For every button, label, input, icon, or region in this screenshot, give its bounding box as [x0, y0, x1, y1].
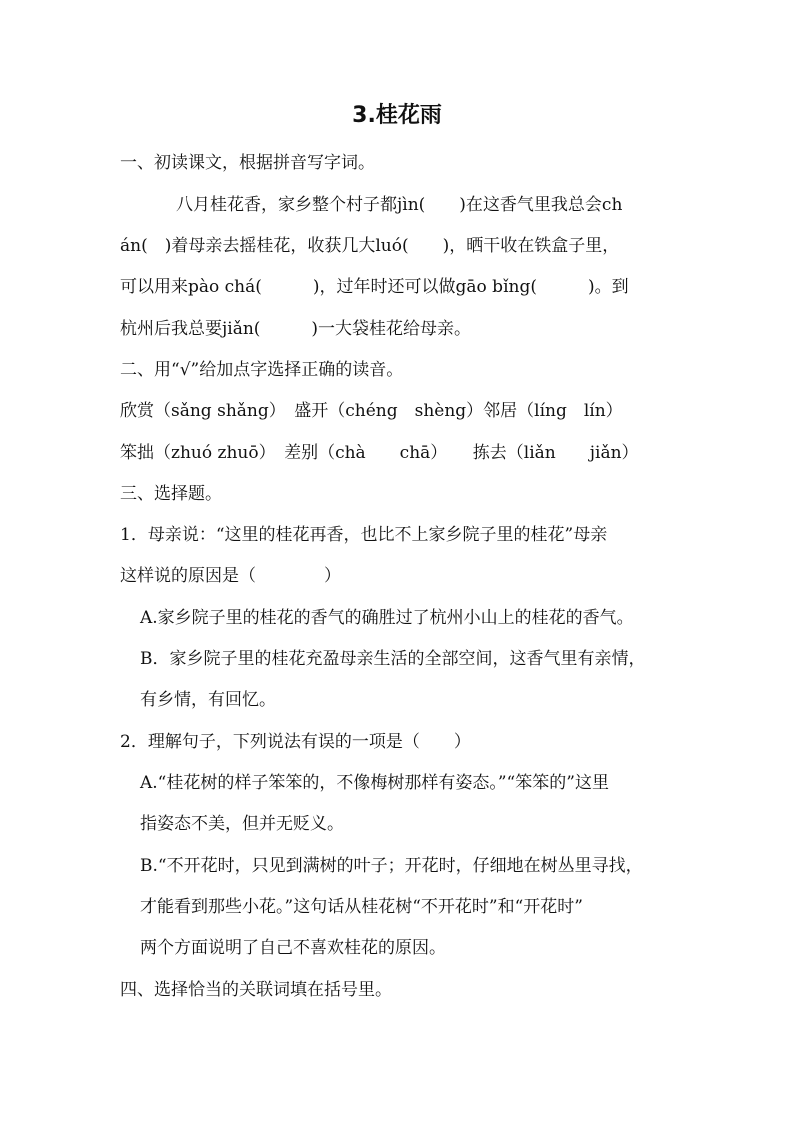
q1-option-b-cont: 有乡情，有回忆。 — [140, 690, 276, 710]
q2-option-b: B.“不开花时，只见到满树的叶子；开花时，仔细地在树丛里寻找， — [140, 856, 643, 876]
q1-option-a: A.家乡院子里的桂花的香气的确胜过了杭州小山上的桂花的香气。 — [140, 608, 634, 628]
q2-stem: 2．理解句子，下列说法有误的一项是（ ） — [120, 732, 471, 752]
q2-option-a-cont: 指姿态不美，但并无贬义。 — [140, 814, 344, 834]
q2-option-b-cont-2: 两个方面说明了自己不喜欢桂花的原因。 — [140, 938, 446, 958]
q2-option-a: A.“桂花树的样子笨笨的，不像梅树那样有姿态。”“笨笨的”这里 — [140, 773, 609, 793]
section2-line-1: 欣赏（sǎng shǎng） 盛开（chéng shèng）邻居（líng lín） — [120, 401, 623, 421]
section1-line-2: án( )着母亲去摇桂花，收获几大luó( )，晒干收在铁盒子里， — [120, 236, 620, 256]
q1-stem-line-1: 1．母亲说：“这里的桂花再香，也比不上家乡院子里的桂花”母亲 — [120, 525, 608, 545]
lesson-title: 3.桂花雨 — [352, 103, 442, 128]
section3-heading: 三、选择题。 — [120, 484, 222, 504]
section1-heading: 一、初读课文，根据拼音写字词。 — [120, 153, 375, 173]
section2-heading: 二、用“√”给加点字选择正确的读音。 — [120, 360, 404, 380]
q2-option-b-cont-1: 才能看到那些小花。”这句话从桂花树“不开花时”和“开花时” — [140, 897, 583, 917]
section4-heading: 四、选择恰当的关联词填在括号里。 — [120, 980, 392, 1000]
q1-stem-line-2: 这样说的原因是（ ） — [120, 566, 341, 586]
section2-line-2: 笨拙（zhuó zhuō） 差别（chà chā） 拣去（liǎn jiǎn） — [120, 443, 639, 463]
section1-line-3: 可以用来pào chá( )，过年时还可以做gāo bǐng( )。到 — [120, 277, 629, 297]
section1-line-1: 八月桂花香，家乡整个村子都jìn( )在这香气里我总会ch — [176, 195, 623, 215]
q1-option-b: B．家乡院子里的桂花充盈母亲生活的全部空间，这香气里有亲情， — [140, 649, 646, 669]
section1-line-4: 杭州后我总要jiǎn( )一大袋桂花给母亲。 — [120, 319, 472, 339]
